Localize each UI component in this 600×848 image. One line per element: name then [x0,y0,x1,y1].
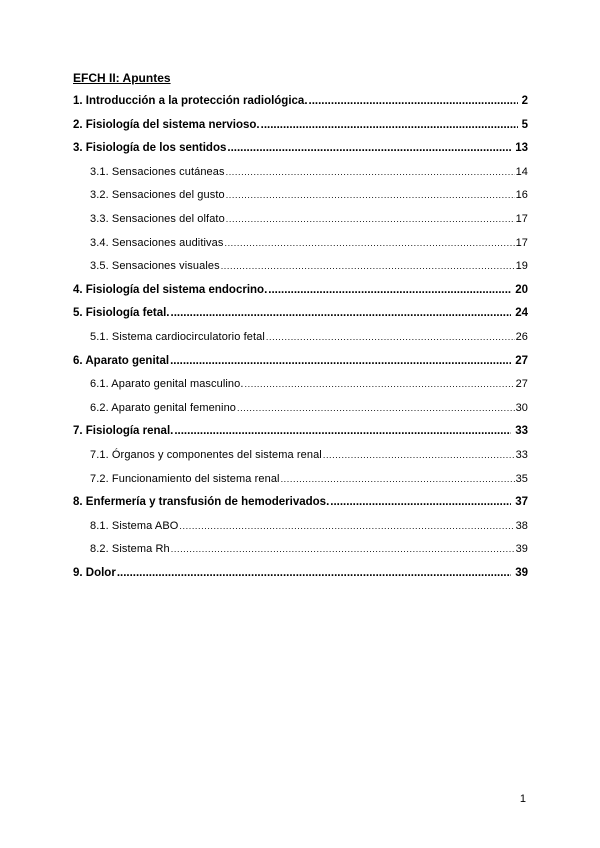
toc-leader-dots [224,236,514,250]
document-title: EFCH II: Apuntes [73,71,171,85]
toc-entry-page: 24 [515,307,528,320]
page-number: 1 [519,793,526,805]
toc-entry-6[interactable] [73,354,528,378]
toc-leader-dots [226,212,515,226]
toc-entry-page: 27 [515,378,528,391]
toc-entry-page: 35 [515,472,528,485]
toc-entry-5[interactable] [73,306,528,330]
toc-entry-9[interactable] [73,566,528,590]
toc-entry-label: 8.2. Sistema Rh [90,543,170,556]
toc-entry-3-3[interactable] [73,212,528,236]
toc-leader-dots [179,519,514,533]
toc-leader-dots [309,94,518,108]
toc-leader-dots [171,306,512,320]
toc-entry-label: 3.1. Sensaciones cutáneas [90,165,225,178]
toc-entry-3[interactable] [73,141,528,165]
toc-entry-label: 6. Aparato genital [73,354,170,367]
toc-entry-label: 3.3. Sensaciones del olfato [90,212,225,225]
toc-entry-page: 33 [515,448,528,461]
toc-entry-3-1[interactable] [73,165,528,189]
toc-entry-page: 26 [515,330,528,343]
toc-leader-dots [170,354,511,368]
toc-entry-label: 3.4. Sensaciones auditivas [90,236,224,249]
toc-leader-dots [174,424,511,438]
toc-entry-label: 6.2. Aparato genital femenino [90,401,237,414]
toc-entry-page: 17 [515,236,528,249]
toc-entry-8[interactable] [73,495,528,519]
toc-entry-label: 8. Enfermería y transfusión de hemoderivados. [73,496,330,509]
toc-entry-7-1[interactable] [73,448,528,472]
toc-leader-dots [281,472,515,486]
toc-entry-page: 20 [515,283,528,296]
toc-leader-dots [237,401,515,415]
toc-entry-8-2[interactable] [73,542,528,566]
toc-leader-dots [117,566,511,580]
toc-entry-page: 5 [521,118,528,131]
toc-entry-label: 7.1. Órganos y componentes del sistema renal [90,448,322,461]
toc-entry-label: 1. Introducción a la protección radiológica. [73,95,308,107]
toc-entry-page: 13 [515,142,528,155]
toc-entry-label: 6.1. Aparato genital masculino. [90,378,244,391]
toc-leader-dots [268,283,511,297]
toc-entry-6-1[interactable] [73,377,528,401]
toc-entry-page: 2 [521,95,528,107]
toc-entry-page: 37 [515,496,528,509]
toc-leader-dots [227,141,511,155]
toc-entry-label: 3.5. Sensaciones visuales [90,260,220,273]
toc-entry-label: 4. Fisiología del sistema endocrino. [73,283,268,296]
toc-leader-dots [330,495,511,509]
toc-entry-label: 8.1. Sistema ABO [90,519,179,532]
toc-entry-8-1[interactable] [73,519,528,543]
toc-entry-2[interactable] [73,118,528,142]
toc-leader-dots [261,118,518,132]
toc-entry-6-2[interactable] [73,401,528,425]
toc-entry-page: 30 [515,401,528,414]
toc-entry-label: 7.2. Funcionamiento del sistema renal [90,472,280,485]
toc-entry-label: 5.1. Sistema cardiocirculatorio fetal [90,330,265,343]
toc-entry-3-4[interactable] [73,236,528,260]
toc-entry-3-5[interactable] [73,259,528,283]
toc-entry-page: 39 [515,566,528,579]
toc-entry-label: 7. Fisiología renal. [73,425,174,438]
toc-entry-page: 39 [515,543,528,556]
toc-leader-dots [171,542,515,556]
toc-entry-page: 16 [515,189,528,202]
toc-entry-label: 3.2. Sensaciones del gusto [90,189,225,202]
toc-entry-4[interactable] [73,283,528,307]
toc-entry-page: 27 [515,354,528,367]
toc-entry-label: 3. Fisiología de los sentidos [73,142,227,155]
toc-entry-7-2[interactable] [73,472,528,496]
toc-entry-label: 9. Dolor [73,566,116,579]
toc-entry-3-2[interactable] [73,188,528,212]
toc-entry-5-1[interactable] [73,330,528,354]
toc-entry-7[interactable] [73,424,528,448]
toc-entry-label: 5. Fisiología fetal. [73,307,170,320]
toc-entry-page: 33 [515,425,528,438]
toc-entry-1[interactable] [73,94,528,118]
toc-entry-page: 14 [515,165,528,178]
toc-entry-page: 19 [515,260,528,273]
toc-leader-dots [221,259,515,273]
toc-entry-page: 38 [515,519,528,532]
toc-leader-dots [226,188,515,202]
toc-entry-page: 17 [515,212,528,225]
toc-leader-dots [266,330,515,344]
toc-leader-dots [323,448,515,462]
toc-leader-dots [226,165,515,179]
table-of-contents [73,94,528,589]
toc-leader-dots [245,377,515,391]
toc-entry-label: 2. Fisiología del sistema nervioso. [73,118,260,131]
